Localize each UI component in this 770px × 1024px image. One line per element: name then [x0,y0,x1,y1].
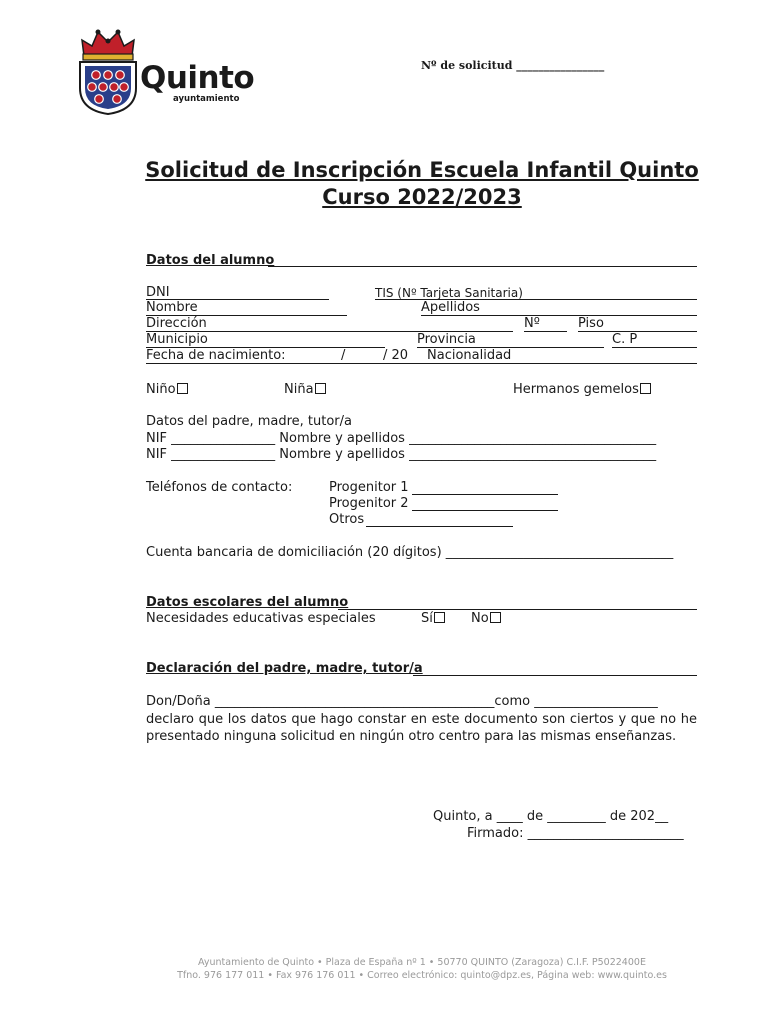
progenitor-2-label: Progenitor 2 [329,496,409,511]
section-rule [268,266,697,267]
twins-option[interactable] [513,382,651,398]
no-checkbox[interactable] [490,612,501,623]
section-rule [338,609,697,610]
nationality-label: Nacionalidad [427,348,512,363]
nina-label: Niña [284,382,314,397]
form-title: Solicitud de Inscripción Escuela Infantil Quinto [145,158,699,182]
signature-line[interactable]: Firmado: ________________________ [467,826,684,841]
nina-option[interactable] [284,382,326,398]
declarant-row[interactable]: Don/Doña ___________________________________________como ___________________ [146,694,658,709]
declaration-section-heading: Declaración del padre, madre, tutor/a [146,661,423,676]
birthdate-field[interactable] [146,363,697,364]
birthdate-year-prefix: / 20 [383,348,409,363]
phones-label: Teléfonos de contacto: [146,480,293,495]
direccion-label: Dirección [146,316,207,331]
yes-checkbox[interactable] [434,612,445,623]
logo-subtitle: ayuntamiento [173,94,240,104]
dni-label: DNI [146,285,170,300]
piso-label: Piso [578,316,604,331]
nino-option[interactable] [146,382,188,398]
yes-label: Sí [421,611,433,626]
no-label: No [471,611,489,626]
special-needs-label: Necesidades educativas especiales [146,611,376,626]
bank-account-row[interactable]: Cuenta bancaria de domiciliación (20 dígitos) ___________________________________ [146,545,674,560]
needs-no-option[interactable] [471,611,501,627]
declaration-text: declaro que los datos que hago constar en este documento son ciertos y que no he presentado ninguna solicitud en ningún otro centro para las mismas enseñanzas. [146,712,697,744]
birthdate-label: Fecha de nacimiento: [146,348,286,363]
place-date-line[interactable]: Quinto, a ____ de _________ de 202__ [433,809,669,824]
cp-field[interactable] [612,347,697,348]
apellidos-label: Apellidos [421,300,480,315]
twins-label: Hermanos gemelos [513,382,639,397]
parent-1-row[interactable]: NIF ________________ Nombre y apellidos ______________________________________ [146,431,657,446]
progenitor-2-field[interactable] [412,510,558,511]
coat-of-arms-icon [76,28,140,116]
parent-2-row[interactable]: NIF ________________ Nombre y apellidos ______________________________________ [146,447,657,462]
cp-label: C. P [612,332,638,347]
logo-wordmark: Quinto [140,60,255,96]
tis-label: TIS (Nº Tarjeta Sanitaria) [375,286,523,300]
request-number-label: Nº de solicitud ________________ [421,59,605,72]
needs-yes-option[interactable] [421,611,445,627]
municipio-label: Municipio [146,332,208,347]
school-section-heading: Datos escolares del alumno [146,595,349,610]
footer-contact: Tfno. 976 177 011 • Fax 976 176 011 • Correo electrónico: quinto@dpz.es, Página web: www.quinto.es [177,970,667,981]
nino-checkbox[interactable] [177,383,188,394]
piso-field[interactable] [578,331,697,332]
birthdate-separator: / [341,348,346,363]
numero-label: Nº [524,316,540,331]
footer-address: Ayuntamiento de Quinto • Plaza de España nº 1 • 50770 QUINTO (Zaragoza) C.I.F. P5022400E [198,957,646,968]
apellidos-field[interactable] [421,315,697,316]
student-section-heading: Datos del alumno [146,253,275,268]
otros-field[interactable] [366,526,513,527]
progenitor-1-field[interactable] [412,494,558,495]
otros-label: Otros [329,512,365,527]
nina-checkbox[interactable] [315,383,326,394]
progenitor-1-label: Progenitor 1 [329,480,409,495]
parents-heading: Datos del padre, madre, tutor/a [146,414,353,429]
section-rule [413,675,697,676]
course-title: Curso 2022/2023 [322,185,522,209]
nino-label: Niño [146,382,176,397]
numero-field[interactable] [524,331,567,332]
nombre-label: Nombre [146,300,198,315]
provincia-label: Provincia [417,332,476,347]
twins-checkbox[interactable] [640,383,651,394]
